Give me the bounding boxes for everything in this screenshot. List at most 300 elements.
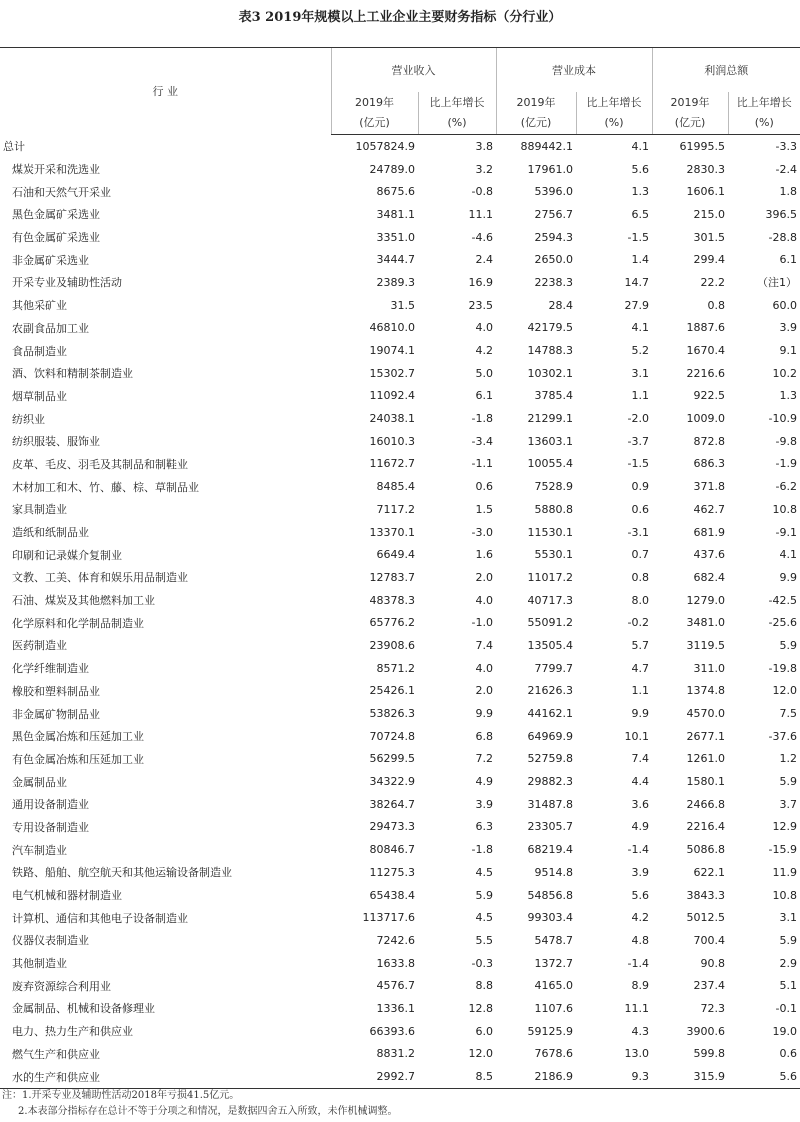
profit-header: 利润总额 [652,48,800,93]
revenue-value-cell: 31.5 [390,298,415,312]
revenue-value-cell: 6649.4 [376,548,415,562]
profit-growth-cell: 7.5 [779,707,797,721]
revenue-value-cell: 11672.7 [369,457,415,471]
table-row [0,430,800,453]
industry-name-cell: 纺织服装、服饰业 [12,435,100,449]
cost-growth-cell: 5.6 [631,162,649,176]
table-row [0,838,800,861]
profit-growth-cell: -37.6 [768,729,797,743]
profit-growth-cell: -10.9 [768,412,797,426]
revenue-value-cell: 113717.6 [362,911,415,925]
table-row [0,271,800,294]
cost-growth-cell: 3.9 [631,865,649,879]
revenue-value-cell: 38264.7 [369,797,415,811]
industry-header: 行 业 [0,48,331,135]
cost-growth-cell: 1.4 [631,253,649,267]
revenue-value-cell: 24038.1 [369,412,415,426]
revenue-growth-cell: 5.9 [475,888,493,902]
profit-value-cell: 237.4 [693,979,725,993]
profit-value-cell: 311.0 [693,661,725,675]
cost-growth-cell: 4.1 [631,139,649,153]
profit-value-cell: 315.9 [652,1065,728,1088]
industry-name-cell: 食品制造业 [12,344,67,358]
profit-growth-cell: 10.8 [772,502,797,516]
profit-growth-cell: 60.0 [772,298,797,312]
table-row [0,226,800,249]
revenue-growth-cell: 3.8 [475,139,493,153]
profit-value-cell: 1580.1 [686,775,725,789]
industry-name-cell: 印刷和记录媒介复制业 [12,548,122,562]
profit-growth-cell: 6.1 [779,253,797,267]
table-title: 表3 2019年规模以上工业企业主要财务指标（分行业） [238,10,562,25]
revenue-growth-cell: 6.8 [475,729,493,743]
cost-value-cell: 7528.9 [534,480,573,494]
table-row [0,770,800,793]
cost-growth-cell: -1.5 [627,230,649,244]
revenue-value-cell: 3444.7 [376,253,415,267]
cost-value-cell: 42179.5 [527,321,573,335]
industry-name-cell: 其他制造业 [12,957,67,971]
cost-growth-cell: 0.7 [631,548,649,562]
profit-growth-cell: 10.8 [772,888,797,902]
industry-name-cell: 非金属矿采选业 [12,253,89,267]
industry-name-cell: 烟草制品业 [12,389,67,403]
industry-name-cell: 医药制造业 [12,639,67,653]
table-row [0,362,800,385]
table-row [0,680,800,703]
revenue-value-cell: 8675.6 [376,185,415,199]
industry-name-cell: 开采专业及辅助性活动 [12,276,122,290]
revenue-value-cell: 56299.5 [369,752,415,766]
profit-growth-cell: 5.9 [779,775,797,789]
revenue-growth-cell: 3.2 [475,162,493,176]
industry-name-cell: 文教、工美、体育和娱乐用品制造业 [12,571,188,585]
table-row [0,158,800,181]
cost-value-cell: 11017.2 [527,570,573,584]
table-row [0,1043,800,1066]
revenue-value-header: 2019年 (亿元) [331,92,418,135]
table-row [0,339,800,362]
revenue-value-cell: 24789.0 [369,162,415,176]
profit-value-cell: 462.7 [693,502,725,516]
table-row [0,543,800,566]
industry-name-cell: 电力、热力生产和供应业 [12,1025,133,1039]
cost-value-cell: 2756.7 [534,207,573,221]
revenue-value-cell: 15302.7 [369,366,415,380]
revenue-value-cell: 66393.6 [369,1024,415,1038]
cost-value-cell: 5880.8 [534,502,573,516]
profit-growth-cell: （注1） [757,276,797,290]
revenue-value-cell: 65776.2 [369,616,415,630]
table-row [0,203,800,226]
cost-growth-cell: 5.2 [631,344,649,358]
profit-value-cell: 1261.0 [686,752,725,766]
financial-indicators-table [0,47,800,1089]
footnote-2: 2.本表部分指标存在总计不等于分项之和情况，是数据四舍五入所致，未作机械调整。 [18,1106,398,1117]
cost-value-cell: 59125.9 [527,1024,573,1038]
profit-growth-cell: 5.1 [779,979,797,993]
revenue-growth-cell: 4.2 [475,344,493,358]
table-row [0,793,800,816]
industry-name-cell: 仪器仪表制造业 [12,934,89,948]
profit-value-cell: 5012.5 [686,911,725,925]
profit-growth-cell: 12.0 [772,684,797,698]
revenue-growth-cell: 4.0 [475,661,493,675]
cost-value-cell: 5530.1 [534,548,573,562]
profit-value-cell: 3843.3 [686,888,725,902]
cost-value-cell: 11530.1 [527,525,573,539]
industry-name-cell: 化学原料和化学制品制造业 [12,616,144,630]
cost-growth-cell: 11.1 [624,1001,649,1015]
profit-value-cell: 301.5 [693,230,725,244]
revenue-value-cell: 19074.1 [369,344,415,358]
revenue-growth-cell: 23.5 [468,298,493,312]
cost-value-cell: 44162.1 [527,707,573,721]
cost-value-cell: 55091.2 [527,616,573,630]
revenue-value-cell: 8571.2 [376,661,415,675]
revenue-value-cell: 53826.3 [369,707,415,721]
profit-value-cell: 90.8 [700,956,725,970]
industry-name-cell: 纺织业 [12,412,45,426]
industry-name-cell: 铁路、船舶、航空航天和其他运输设备制造业 [12,866,232,880]
profit-value-cell: 686.3 [693,457,725,471]
revenue-value-cell: 12783.7 [369,570,415,584]
table-row [0,521,800,544]
cost-growth-cell: 3.6 [631,797,649,811]
profit-growth-cell: -2.4 [775,162,797,176]
table-row [0,748,800,771]
revenue-growth-cell: 6.0 [475,1024,493,1038]
cost-value-cell: 3785.4 [534,389,573,403]
cost-growth-cell: 8.0 [631,593,649,607]
revenue-growth-cell: 12.0 [468,1047,493,1061]
revenue-growth-cell: -0.3 [471,956,493,970]
profit-value-cell: 3119.5 [686,638,725,652]
profit-growth-header: 比上年增长 (%) [728,92,800,135]
cost-value-cell: 54856.8 [527,888,573,902]
revenue-growth-cell: 6.3 [475,820,493,834]
industry-name-cell: 皮革、毛皮、羽毛及其制品和制鞋业 [12,457,188,471]
profit-growth-cell: 1.2 [779,752,797,766]
industry-name-cell: 汽车制造业 [12,843,67,857]
revenue-value-cell: 8485.4 [376,480,415,494]
cost-value-cell: 28.4 [548,298,573,312]
cost-growth-cell: 1.1 [631,684,649,698]
revenue-header: 营业收入 [331,48,496,93]
profit-value-cell: 3900.6 [686,1024,725,1038]
profit-value-cell: 1009.0 [686,412,725,426]
profit-value-cell: 299.4 [693,253,725,267]
revenue-growth-cell: 1.5 [475,502,493,516]
revenue-growth-cell: 8.8 [475,979,493,993]
cost-value-cell: 14788.3 [527,344,573,358]
revenue-growth-cell: 7.2 [475,752,493,766]
table-body [0,135,800,1089]
industry-name-cell: 黑色金属冶炼和压延加工业 [12,730,144,744]
cost-growth-cell: 9.9 [631,707,649,721]
profit-growth-cell: 1.8 [779,185,797,199]
profit-value-cell: 2677.1 [686,729,725,743]
cost-value-cell: 2186.9 [496,1065,576,1088]
revenue-growth-cell: 6.1 [475,389,493,403]
revenue-value-cell: 13370.1 [369,525,415,539]
industry-name-cell: 家具制造业 [12,503,67,517]
cost-value-cell: 64969.9 [527,729,573,743]
profit-value-cell: 2216.6 [686,366,725,380]
revenue-value-cell: 1336.1 [376,1001,415,1015]
profit-value-header: 2019年 (亿元) [652,92,728,135]
profit-value-cell: 1279.0 [686,593,725,607]
table-row [0,725,800,748]
cost-value-cell: 13603.1 [527,434,573,448]
profit-value-cell: 22.2 [700,275,725,289]
industry-name-cell: 电气机械和器材制造业 [12,889,122,903]
revenue-value-cell: 11275.3 [369,865,415,879]
cost-growth-cell: -3.7 [627,434,649,448]
profit-growth-cell: -3.3 [775,139,797,153]
profit-value-cell: 72.3 [700,1001,725,1015]
industry-name-cell: 煤炭开采和洗选业 [12,163,100,177]
cost-growth-cell: 1.3 [631,185,649,199]
cost-growth-cell: 4.7 [631,661,649,675]
profit-value-cell: 622.1 [693,865,725,879]
profit-growth-cell: 9.9 [779,570,797,584]
cost-value-cell: 40717.3 [527,593,573,607]
profit-growth-cell: -9.8 [775,434,797,448]
revenue-growth-cell: 1.6 [475,548,493,562]
profit-value-cell: 4570.0 [686,707,725,721]
profit-growth-cell: 3.9 [779,321,797,335]
industry-name-cell: 橡胶和塑料制品业 [12,684,100,698]
table-row [0,906,800,929]
revenue-growth-cell: 4.0 [475,593,493,607]
industry-name-cell: 有色金属冶炼和压延加工业 [12,752,144,766]
cost-value-cell: 21626.3 [527,684,573,698]
table-row [0,952,800,975]
cost-value-cell: 31487.8 [527,797,573,811]
table-row [0,1020,800,1043]
cost-value-header: 2019年 (亿元) [496,92,576,135]
revenue-growth-cell: 9.9 [475,707,493,721]
cost-growth-cell: 1.1 [631,389,649,403]
table-row [0,1065,800,1088]
table-row [0,385,800,408]
cost-growth-cell: 5.6 [631,888,649,902]
revenue-growth-cell: 7.4 [475,638,493,652]
cost-value-cell: 2650.0 [534,253,573,267]
revenue-value-cell: 3351.0 [376,230,415,244]
profit-value-cell: 1887.6 [686,321,725,335]
revenue-value-cell: 80846.7 [369,843,415,857]
cost-growth-cell: 5.7 [631,638,649,652]
table-row [0,997,800,1020]
profit-value-cell: 2216.4 [686,820,725,834]
revenue-value-cell: 29473.3 [369,820,415,834]
industry-name-cell: 金属制品、机械和设备修理业 [12,1002,155,1016]
revenue-value-cell: 7242.6 [376,933,415,947]
revenue-growth-cell: -3.0 [471,525,493,539]
table-row [0,498,800,521]
industry-name-cell: 废弃资源综合利用业 [12,979,111,993]
cost-growth-cell: 3.1 [631,366,649,380]
revenue-value-cell: 3481.1 [376,207,415,221]
revenue-value-cell: 8831.2 [376,1047,415,1061]
industry-name-cell: 石油、煤炭及其他燃料加工业 [12,594,155,608]
profit-value-cell: 371.8 [693,480,725,494]
cost-growth-cell: 4.9 [631,820,649,834]
profit-value-cell: 1374.8 [686,684,725,698]
profit-growth-cell: 3.7 [779,797,797,811]
profit-value-cell: 61995.5 [679,139,725,153]
profit-value-cell: 872.8 [693,434,725,448]
industry-name-cell: 通用设备制造业 [12,798,89,812]
cost-growth-cell: 0.6 [631,502,649,516]
cost-header: 营业成本 [496,48,652,93]
profit-growth-cell: 4.1 [779,548,797,562]
cost-value-cell: 2238.3 [534,275,573,289]
profit-growth-cell: -28.8 [768,230,797,244]
table-row [0,475,800,498]
revenue-growth-cell: 4.5 [475,865,493,879]
industry-name-cell: 总计 [3,140,25,154]
cost-value-cell: 21299.1 [527,412,573,426]
revenue-growth-cell: -1.0 [471,616,493,630]
cost-growth-cell: 4.1 [631,321,649,335]
profit-value-cell: 437.6 [693,548,725,562]
header-row-groups [0,48,800,93]
cost-growth-cell: 4.2 [631,911,649,925]
revenue-growth-cell: -0.8 [471,185,493,199]
revenue-value-cell: 1057824.9 [355,139,415,153]
revenue-growth-cell: 16.9 [468,275,493,289]
revenue-growth-cell: 4.5 [475,911,493,925]
industry-name-cell: 专用设备制造业 [12,820,89,834]
cost-value-cell: 99303.4 [527,911,573,925]
revenue-growth-cell: -3.4 [471,434,493,448]
revenue-growth-cell: 5.0 [475,366,493,380]
revenue-growth-cell: 0.6 [475,480,493,494]
table-row [0,657,800,680]
profit-growth-cell: 3.1 [779,911,797,925]
industry-name-cell: 木材加工和木、竹、藤、棕、草制品业 [12,480,199,494]
table-row [0,180,800,203]
industry-name-cell: 金属制品业 [12,775,67,789]
revenue-growth-cell: 12.8 [468,1001,493,1015]
revenue-value-cell: 2992.7 [331,1065,418,1088]
cost-growth-cell: 8.9 [631,979,649,993]
revenue-value-cell: 65438.4 [369,888,415,902]
profit-value-cell: 5086.8 [686,843,725,857]
revenue-growth-cell: 2.4 [475,253,493,267]
profit-value-cell: 681.9 [693,525,725,539]
table-row [0,407,800,430]
profit-growth-cell: -19.8 [768,661,797,675]
table-row [0,566,800,589]
revenue-growth-cell: 2.0 [475,570,493,584]
cost-growth-cell: 0.9 [631,480,649,494]
cost-growth-cell: 4.3 [631,1024,649,1038]
revenue-growth-cell: 2.0 [475,684,493,698]
revenue-growth-cell: -1.1 [471,457,493,471]
profit-growth-cell: 5.6 [728,1065,800,1088]
profit-growth-cell: 10.2 [772,366,797,380]
industry-name-cell: 计算机、通信和其他电子设备制造业 [12,911,188,925]
table-row [0,884,800,907]
cost-growth-cell: -1.5 [627,457,649,471]
table-row [0,702,800,725]
cost-value-cell: 5396.0 [534,185,573,199]
cost-value-cell: 23305.7 [527,820,573,834]
table-row [0,589,800,612]
cost-growth-cell: -1.4 [627,956,649,970]
industry-name-cell: 燃气生产和供应业 [12,1047,100,1061]
revenue-value-cell: 16010.3 [369,434,415,448]
table-row [0,317,800,340]
industry-name-cell: 其他采矿业 [12,299,67,313]
cost-growth-cell: -0.2 [627,616,649,630]
revenue-value-cell: 7117.2 [376,502,415,516]
cost-growth-cell: -3.1 [627,525,649,539]
cost-growth-cell: 14.7 [624,275,649,289]
revenue-value-cell: 2389.3 [376,275,415,289]
cost-value-cell: 10055.4 [527,457,573,471]
revenue-value-cell: 46810.0 [369,321,415,335]
revenue-growth-header: 比上年增长 (%) [418,92,496,135]
revenue-growth-cell: -1.8 [471,843,493,857]
profit-growth-cell: -42.5 [768,593,797,607]
profit-growth-cell: 1.3 [779,389,797,403]
cost-growth-cell: -2.0 [627,412,649,426]
revenue-growth-cell: 8.5 [418,1065,496,1088]
industry-name-cell: 酒、饮料和精制茶制造业 [12,367,133,381]
profit-value-cell: 2830.3 [686,162,725,176]
profit-value-cell: 215.0 [693,207,725,221]
cost-growth-cell: 10.1 [624,729,649,743]
table-row [0,248,800,271]
cost-growth-cell: 4.4 [631,775,649,789]
footnote-1: 注：1.开采专业及辅助性活动2018年亏损41.5亿元。 [2,1090,240,1101]
profit-growth-cell: 11.9 [772,865,797,879]
cost-growth-cell: 13.0 [624,1047,649,1061]
revenue-growth-cell: 4.0 [475,321,493,335]
profit-growth-cell: 5.9 [779,638,797,652]
revenue-growth-cell: 11.1 [468,207,493,221]
cost-growth-cell: 6.5 [631,207,649,221]
cost-value-cell: 2594.3 [534,230,573,244]
cost-value-cell: 29882.3 [527,775,573,789]
profit-growth-cell: -0.1 [775,1001,797,1015]
cost-growth-header: 比上年增长 (%) [576,92,652,135]
profit-growth-cell: 5.9 [779,933,797,947]
cost-growth-cell: 27.9 [624,298,649,312]
profit-value-cell: 0.8 [707,298,725,312]
table-row [0,634,800,657]
revenue-value-cell: 48378.3 [369,593,415,607]
revenue-value-cell: 34322.9 [369,775,415,789]
industry-name-cell: 造纸和纸制品业 [12,526,89,540]
profit-growth-cell: 0.6 [779,1047,797,1061]
cost-value-cell: 7678.6 [534,1047,573,1061]
table-row [0,861,800,884]
table-row [0,974,800,997]
industry-name-cell: 化学纤维制造业 [12,662,89,676]
profit-value-cell: 3481.0 [686,616,725,630]
profit-growth-cell: -25.6 [768,616,797,630]
cost-value-cell: 68219.4 [527,843,573,857]
profit-growth-cell: 2.9 [779,956,797,970]
profit-growth-cell: 396.5 [765,207,797,221]
cost-value-cell: 17961.0 [527,162,573,176]
